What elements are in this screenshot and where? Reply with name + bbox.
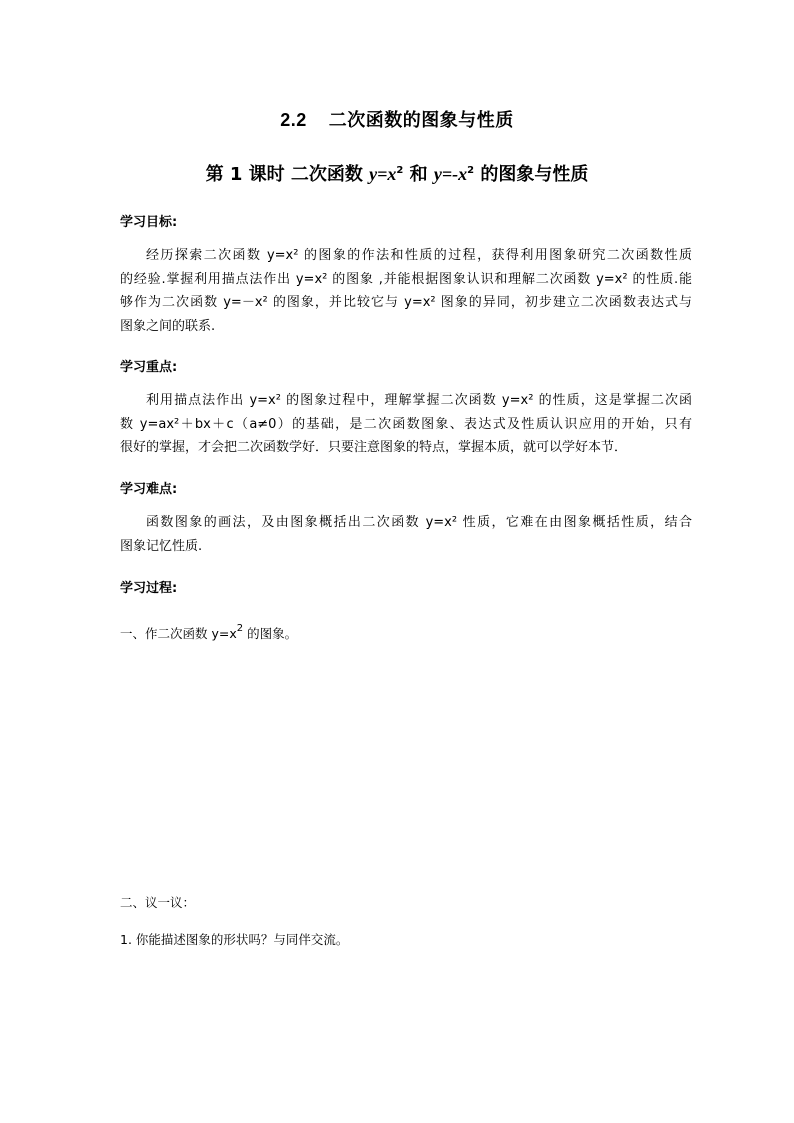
section-heading-process: 学习过程: bbox=[120, 581, 178, 596]
page-title bbox=[0, 106, 794, 132]
step-one-text: 一、作二次函数 y=x bbox=[120, 626, 237, 641]
difficulties-paragraph bbox=[120, 511, 692, 558]
subtitle-exponent-1: 2 bbox=[396, 165, 404, 176]
subtitle-part-a: 第 1 课时 二次函数 bbox=[205, 164, 370, 185]
title-text: 二次函数的图象与性质 bbox=[328, 110, 514, 131]
section-heading-objectives: 学习目标: bbox=[120, 215, 178, 230]
key-points-line-2: 数 y=ax²＋bx＋c（a≠0）的基础，是二次函数图象、表达式及性质认识应用的开始，只有 bbox=[120, 416, 692, 432]
title-number: 2.2 bbox=[280, 110, 307, 130]
key-points-line-1: 利用描点法作出 y=x² 的图象过程中，理解掌握二次函数 y=x² 的性质，这是掌握二次函 bbox=[146, 393, 692, 408]
section-heading-key-points: 学习重点: bbox=[120, 360, 178, 375]
subtitle-formula-1: y=x bbox=[369, 164, 397, 184]
objectives-line-2: 的经验.掌握利用描点法作出 y=x² 的图象 ,并能根据图象认识和理解二次函数 y=x² 的性质.能 bbox=[120, 271, 692, 287]
difficulties-line-1: 函数图象的画法，及由图象概括出二次函数 y=x² 性质，它难在由图象概括性质，结合 bbox=[146, 515, 692, 530]
key-points-paragraph bbox=[120, 389, 692, 460]
subtitle-exponent-2: 2 bbox=[467, 165, 475, 176]
step-one-tail: 的图象。 bbox=[243, 626, 298, 641]
subtitle-part-e: 的图象与性质 bbox=[474, 164, 589, 185]
key-points-line-3: 很好的掌握，才会把二次函数学好．只要注意图象的特点，掌握本质，就可以学好本节． bbox=[120, 440, 628, 455]
subtitle-part-c: 和 bbox=[403, 164, 434, 185]
step-one-instruction bbox=[120, 624, 297, 642]
step-one-exponent: 2 bbox=[236, 623, 244, 634]
objectives-paragraph bbox=[120, 244, 692, 338]
objectives-line-1: 经历探索二次函数 y=x² 的图象的作法和性质的过程，获得利用图象研究二次函数性质 bbox=[146, 248, 692, 263]
section-heading-difficulties: 学习难点: bbox=[120, 482, 178, 497]
subtitle-formula-2: y=-x bbox=[433, 164, 468, 184]
question-one: 1. 你能描述图象的形状吗？与同伴交流。 bbox=[120, 932, 349, 947]
difficulties-line-2: 图象记忆性质. bbox=[120, 538, 203, 554]
objectives-line-3: 够作为二次函数 y=－x² 的图象，并比较它与 y=x² 图象的异同，初步建立二次函数表达式与 bbox=[120, 295, 692, 310]
lesson-subtitle bbox=[0, 160, 794, 186]
objectives-line-4: 图象之间的联系. bbox=[120, 318, 216, 334]
step-two-heading: 二、议一议： bbox=[120, 895, 196, 910]
